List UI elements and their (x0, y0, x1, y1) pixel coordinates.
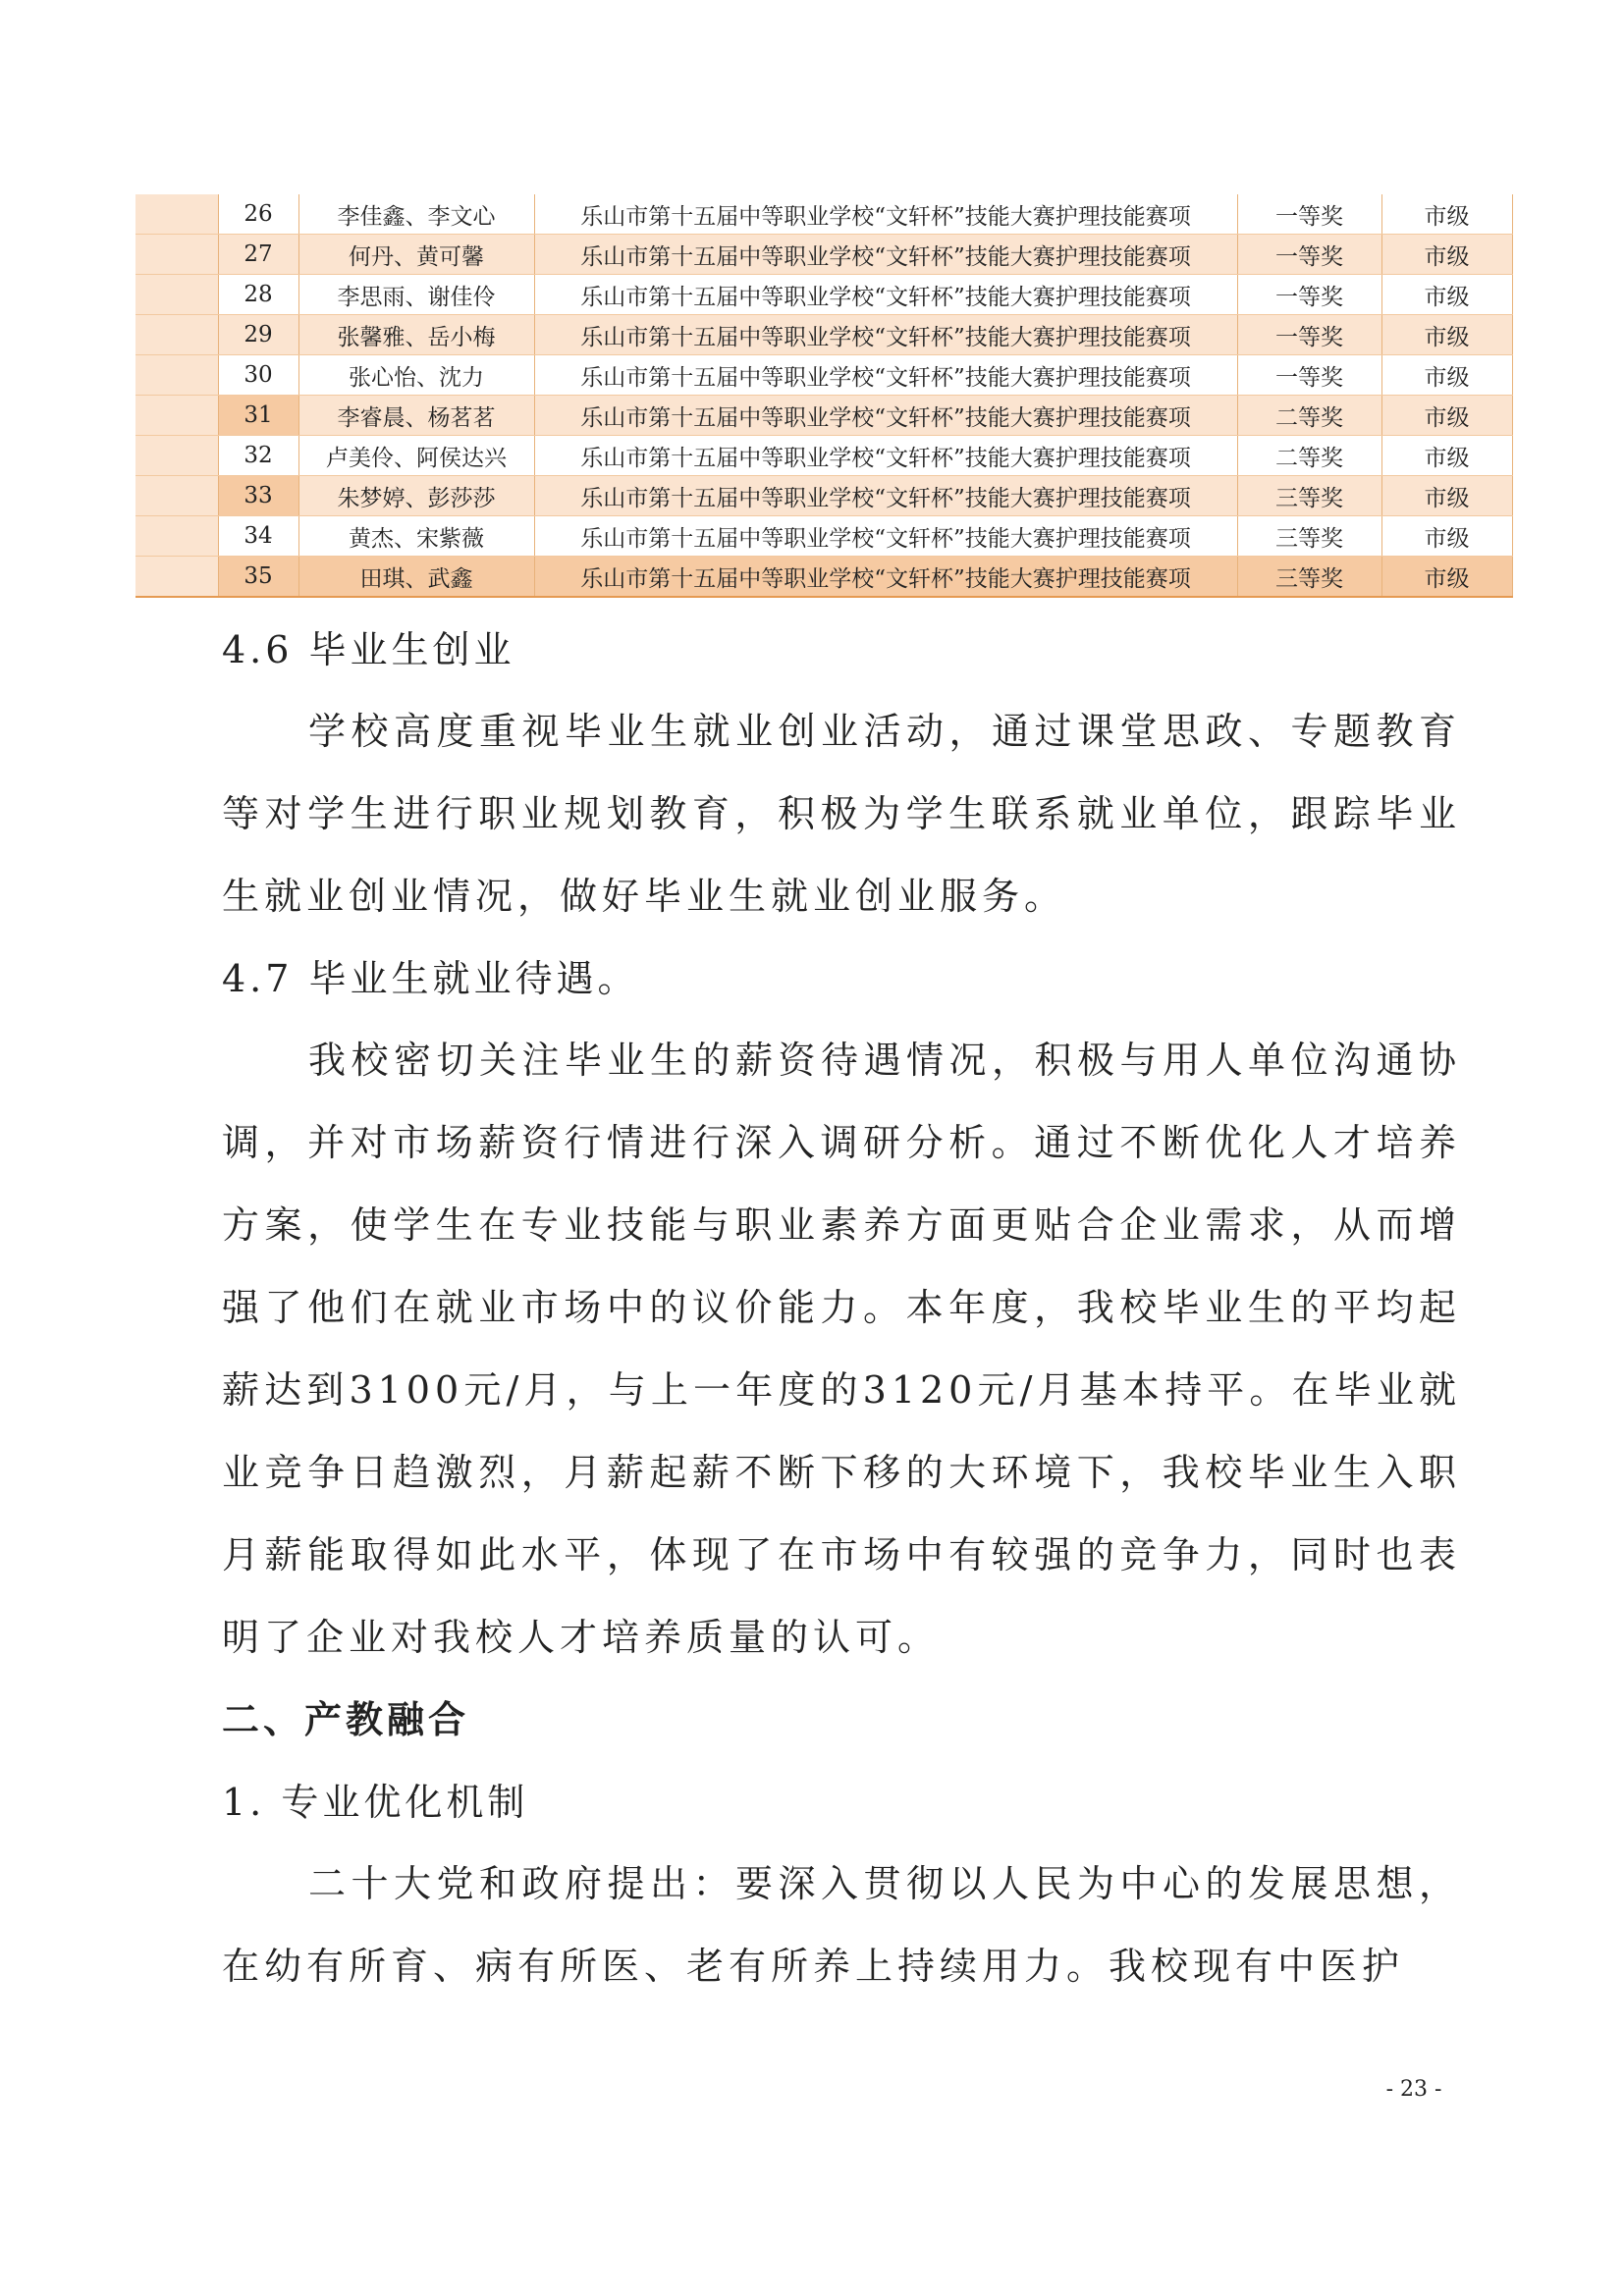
row-number: 27 (218, 235, 298, 275)
row-group-cell (135, 275, 218, 315)
paragraph-4-6: 学校高度重视毕业生就业创业活动，通过课堂思政、专题教育等对学生进行职业规划教育，积极为学生联系就业单位，跟踪毕业生就业创业情况，做好毕业生就业创业服务。 (222, 710, 1461, 918)
award-grade: 一等奖 (1237, 355, 1381, 396)
event-name: 乐山市第十五届中等职业学校“文轩杯”技能大赛护理技能赛项 (534, 194, 1237, 235)
award-grade: 三等奖 (1237, 557, 1381, 598)
award-grade: 三等奖 (1237, 516, 1381, 557)
table-row (135, 194, 1512, 235)
row-number: 34 (218, 516, 298, 557)
page-number: - 23 - (1385, 2077, 1442, 2102)
award-level: 市级 (1381, 516, 1512, 557)
student-names: 李佳鑫、李文心 (298, 194, 534, 235)
event-name: 乐山市第十五届中等职业学校“文轩杯”技能大赛护理技能赛项 (534, 557, 1237, 598)
event-name: 乐山市第十五届中等职业学校“文轩杯”技能大赛护理技能赛项 (534, 355, 1237, 396)
student-names: 张馨雅、岳小梅 (298, 315, 534, 355)
table-row (135, 557, 1512, 598)
event-name: 乐山市第十五届中等职业学校“文轩杯”技能大赛护理技能赛项 (534, 476, 1237, 516)
row-group-cell (135, 355, 218, 396)
award-grade: 二等奖 (1237, 396, 1381, 436)
award-grade: 二等奖 (1237, 436, 1381, 476)
section-heading-4-6: 4.6 毕业生创业 (222, 628, 515, 671)
row-group-cell (135, 436, 218, 476)
award-level: 市级 (1381, 235, 1512, 275)
award-grade: 一等奖 (1237, 235, 1381, 275)
student-names: 卢美伶、阿侯达兴 (298, 436, 534, 476)
table-row (135, 355, 1512, 396)
row-number: 26 (218, 194, 298, 235)
table-row (135, 436, 1512, 476)
student-names: 朱梦婷、彭莎莎 (298, 476, 534, 516)
paragraph-1: 二十大党和政府提出：要深入贯彻以人民为中心的发展思想，在幼有所育、病有所医、老有所养上持续用力。我校现有中医护 (222, 1862, 1461, 1988)
table-row (135, 315, 1512, 355)
award-level: 市级 (1381, 275, 1512, 315)
table-row (135, 476, 1512, 516)
awards-table (135, 194, 1513, 598)
row-group-cell (135, 194, 218, 235)
award-level: 市级 (1381, 557, 1512, 598)
row-number: 30 (218, 355, 298, 396)
award-level: 市级 (1381, 436, 1512, 476)
student-names: 李思雨、谢佳伶 (298, 275, 534, 315)
student-names: 张心怡、沈力 (298, 355, 534, 396)
row-number: 33 (218, 476, 298, 516)
award-level: 市级 (1381, 355, 1512, 396)
row-number: 28 (218, 275, 298, 315)
section-heading-4-7: 4.7 毕业生就业待遇。 (222, 957, 639, 1000)
award-grade: 三等奖 (1237, 476, 1381, 516)
award-level: 市级 (1381, 315, 1512, 355)
row-group-cell (135, 315, 218, 355)
row-number: 31 (218, 396, 298, 436)
row-group-cell (135, 235, 218, 275)
table-row (135, 516, 1512, 557)
award-level: 市级 (1381, 476, 1512, 516)
table-row (135, 275, 1512, 315)
award-level: 市级 (1381, 194, 1512, 235)
event-name: 乐山市第十五届中等职业学校“文轩杯”技能大赛护理技能赛项 (534, 235, 1237, 275)
row-number: 29 (218, 315, 298, 355)
award-grade: 一等奖 (1237, 315, 1381, 355)
student-names: 何丹、黄可馨 (298, 235, 534, 275)
row-group-cell (135, 476, 218, 516)
student-names: 黄杰、宋紫薇 (298, 516, 534, 557)
table-row (135, 235, 1512, 275)
section-heading-1: 1. 专业优化机制 (222, 1781, 529, 1824)
row-group-cell (135, 516, 218, 557)
paragraph-4-7: 我校密切关注毕业生的薪资待遇情况，积极与用人单位沟通协调，并对市场薪资行情进行深入调研分析。通过不断优化人才培养方案，使学生在专业技能与职业素养方面更贴合企业需求，从而增强了他们在就业市场中的议价能力。本年度，我校毕业生的平均起薪达到3100元/月，与上一年度的3120元/月基本持平。在毕业就业竞争日趋激烈，月薪起薪不断下移的大环境下，我校毕业生入职月薪能取得如此水平，体现了在市场中有较强的竞争力，同时也表明了企业对我校人才培养质量的认可。 (222, 1039, 1461, 1659)
event-name: 乐山市第十五届中等职业学校“文轩杯”技能大赛护理技能赛项 (534, 315, 1237, 355)
row-number: 32 (218, 436, 298, 476)
row-number: 35 (218, 557, 298, 598)
event-name: 乐山市第十五届中等职业学校“文轩杯”技能大赛护理技能赛项 (534, 436, 1237, 476)
student-names: 李睿晨、杨茗茗 (298, 396, 534, 436)
row-group-cell (135, 557, 218, 598)
event-name: 乐山市第十五届中等职业学校“文轩杯”技能大赛护理技能赛项 (534, 275, 1237, 315)
chapter-heading-2: 二、产教融合 (222, 1698, 470, 1741)
event-name: 乐山市第十五届中等职业学校“文轩杯”技能大赛护理技能赛项 (534, 396, 1237, 436)
row-group-cell (135, 396, 218, 436)
table-row (135, 396, 1512, 436)
award-grade: 一等奖 (1237, 275, 1381, 315)
event-name: 乐山市第十五届中等职业学校“文轩杯”技能大赛护理技能赛项 (534, 516, 1237, 557)
award-level: 市级 (1381, 396, 1512, 436)
student-names: 田琪、武鑫 (298, 557, 534, 598)
award-grade: 一等奖 (1237, 194, 1381, 235)
